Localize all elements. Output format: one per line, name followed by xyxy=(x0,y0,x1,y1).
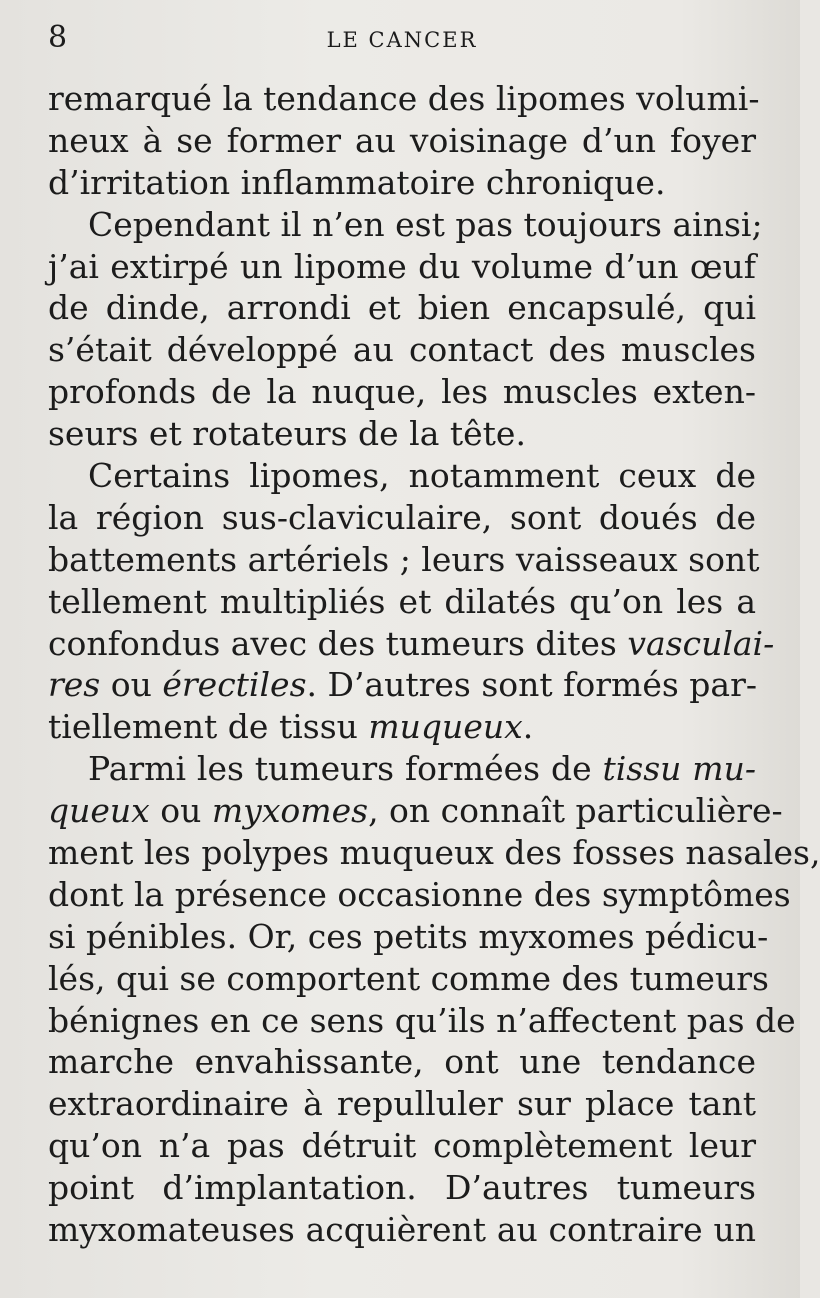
page-header xyxy=(48,18,756,58)
text-line: lés, qui se comportent comme des tumeurs xyxy=(48,958,769,998)
text-line: ment les polypes muqueux des fosses nasales, xyxy=(48,833,820,873)
text-line: extraordinaire à repulluler sur place tant xyxy=(48,1084,756,1124)
text-line: tellement multipliés et dilatés qu’on les a xyxy=(48,581,756,621)
text-line: la région sus-claviculaire, sont doués de xyxy=(48,497,756,537)
line-text: Parmi les tumeurs formées de xyxy=(88,749,603,789)
text-line: battements artériels ; leurs vaisseaux sont xyxy=(48,539,760,579)
text-line: seurs et rotateurs de la tête. xyxy=(48,414,526,454)
text-line: bénignes en ce sens qu’ils n’affectent pas de xyxy=(48,1000,796,1040)
text-line: Cependant il n’en est pas toujours ainsi; xyxy=(88,204,763,244)
text-line: neux à se former au voisinage d’un foyer xyxy=(48,120,756,160)
page-number: 8 xyxy=(48,20,68,55)
text-line: remarqué la tendance des lipomes volumi- xyxy=(48,79,760,118)
line-text: tiellement de tissu xyxy=(48,707,369,747)
italic-term: tissu mu- xyxy=(602,749,756,789)
text-line xyxy=(48,623,775,665)
text-line: s’était développé au contact des muscles xyxy=(48,330,756,370)
line-text: . D’autres sont formés par- xyxy=(306,665,757,705)
text-line: d’irritation inflammatoire chronique. xyxy=(48,162,666,202)
italic-term: muqueux xyxy=(368,707,523,747)
text-line xyxy=(48,790,783,832)
text-line: j’ai extirpé un lipome du volume d’un œuf xyxy=(48,246,756,286)
italic-term: res xyxy=(48,665,101,705)
italic-term: queux xyxy=(48,791,150,831)
line-text: ou xyxy=(100,665,163,705)
running-title: LE CANCER xyxy=(326,28,478,52)
text-line: dont la présence occasionne des symptômes xyxy=(48,874,791,914)
italic-term: érectiles xyxy=(162,665,307,705)
text-line: de dinde, arrondi et bien encapsulé, qui xyxy=(48,288,756,328)
text-line xyxy=(48,748,756,790)
text-line xyxy=(48,664,756,706)
line-text: . xyxy=(522,707,534,747)
text-line: profonds de la nuque, les muscles exten- xyxy=(48,372,756,412)
line-text: , on connaît particulière- xyxy=(368,791,783,831)
text-line: si pénibles. Or, ces petits myxomes pédicu- xyxy=(48,916,769,956)
text-line: point d’implantation. D’autres tumeurs xyxy=(48,1168,756,1208)
body-text xyxy=(48,78,820,1251)
italic-term: vasculai- xyxy=(627,623,775,663)
italic-term: myxomes xyxy=(211,791,369,831)
line-text: confondus avec des tumeurs dites xyxy=(48,623,628,663)
text-line xyxy=(48,706,756,748)
text-line: myxomateuses acquièrent au contraire un xyxy=(48,1210,756,1250)
line-text: ou xyxy=(149,791,212,831)
text-line: Certains lipomes, notamment ceux de xyxy=(88,456,756,496)
text-line: marche envahissante, ont une tendance xyxy=(48,1042,756,1082)
text-line: qu’on n’a pas détruit complètement leur xyxy=(48,1126,756,1166)
